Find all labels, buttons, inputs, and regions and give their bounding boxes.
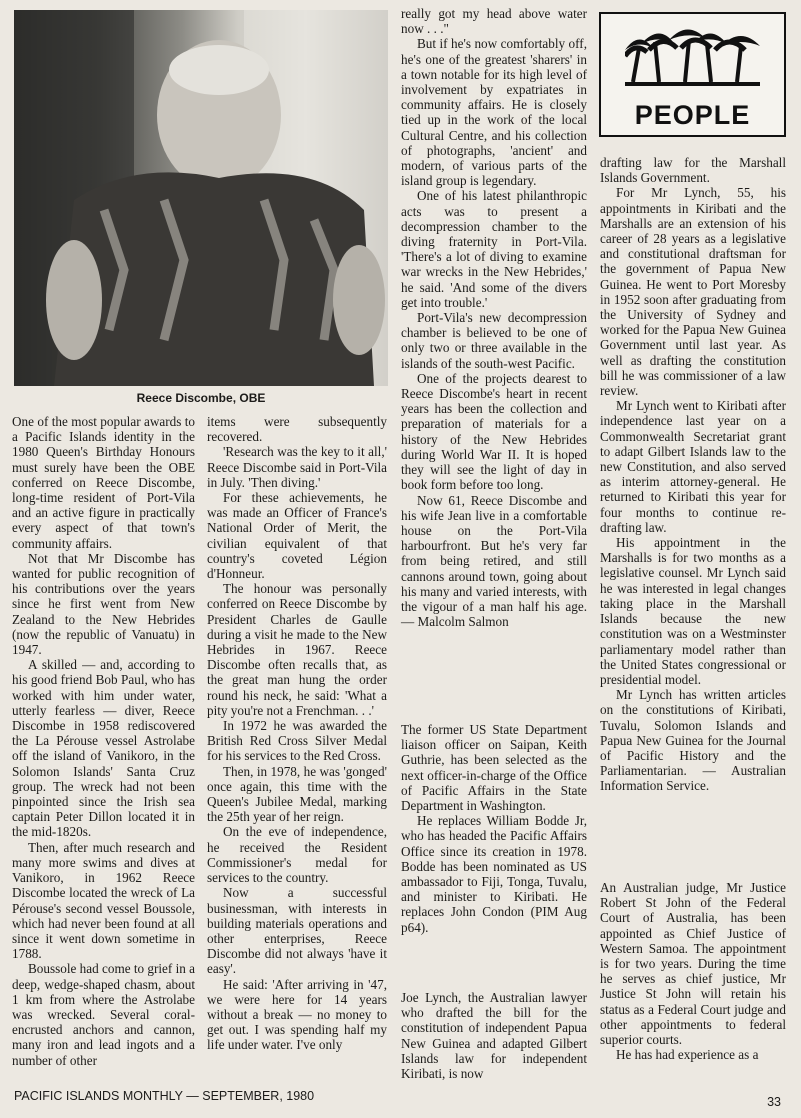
article-column-4 <box>600 155 786 794</box>
paragraph: Not that Mr Discombe has wanted for public recognition of his contributions over the years since he first went from New Zealand to the New Hebrides (now the republic of Vanuatu) in 1947. <box>12 550 195 658</box>
paragraph: Joe Lynch, the Australian lawyer who drafted the bill for the constitution of independent Papua New Guinea and adapted Gilbert Islands law for independent Kiribati, is now <box>401 990 587 1082</box>
st-john-item <box>600 880 786 1062</box>
guthrie-item <box>401 722 587 935</box>
paragraph: For these achievements, he was made an Officer of France's National Order of Merit, the civilian equivalent of that country's coveted Légion d'Honneur. <box>207 490 387 582</box>
paragraph: Then, in 1978, he was 'gonged' once again, this time with the Queen's Jubilee Medal, marking the 25th year of her reign. <box>207 763 387 825</box>
lynch-item-start <box>401 990 587 1081</box>
paragraph: One of his latest philanthropic acts was to present a decompression chamber to the diving fraternity in Port-Vila. 'There's a lot of diving to examine war wrecks in the New Hebrides,' he said. 'And some of the divers get into trouble.' <box>401 188 587 310</box>
paragraph: Mr Lynch has written articles on the constitutions of Kiribati, Tuvalu, Solomon Islands and Papua New Guinea for the Journal of Pacific History and the Parliamentarian. — Australian Information Service. <box>600 687 786 794</box>
paragraph: items were subsequently recovered. <box>207 414 387 445</box>
paragraph: He replaces William Bodde Jr, who has headed the Pacific Affairs Office since its creation in 1978. Bodde has been nominated as US ambassador to Fiji, Tonga, Tuvalu, and minister to Kiribati. He replaces John Condon (PIM Aug p64). <box>401 813 587 935</box>
paragraph: One of the projects dearest to Reece Discombe's heart in recent years has been the collection and preparation of materials for a history of the New Hebrides during World War II. It is hoped they will see the light of day in book form before too long. <box>401 370 587 493</box>
paragraph: Mr Lynch went to Kiribati after independence last year on a Commonwealth Secretariat grant to adapt Gilbert Islands law to the new Constitution, and also served as interim attorney-general. He returned to Kiribati this year for four months to continue re-drafting law. <box>600 398 786 535</box>
paragraph: He has had experience as a <box>616 1047 759 1063</box>
paragraph: Now 61, Reece Discombe and his wife Jean live in a comfortable house on the Port-Vila harbourfront. But he's very far from being retired, and still cannons around town, going about his many and varied interests, with the vigour of a man half his age. — Malcolm Salmon <box>401 492 587 630</box>
paragraph: Port-Vila's new decompression chamber is believed to be one of only two or three available in the islands of the south-west Pacific. <box>401 310 587 371</box>
paragraph: For Mr Lynch, 55, his appointments in Kiribati and the Marshalls are an extension of his career of 28 years as a legislative and constitutional draftsman for the government of Papua New Guinea. He went to Port Moresby in 1952 soon after graduating from the University of Sydney and worked for the Papua New Guinea Government until last year. As well as drafting the constitution bill he was commissioner of a law review. <box>600 185 786 399</box>
paragraph: But if he's now comfortably off, he's one of the greatest 'sharers' in a town notable for its high level of involvement by expatriates in community affairs. He is closely tied up in the work of the local Cultural Centre, and his collection of photographs, 'ancient' and modern, of various parts of the island group is legendary. <box>401 36 587 189</box>
paragraph: One of the most popular awards to a Pacific Islands identity in the 1980 Queen's Birthday Honours must surely have been the OBE conferred on Reece Discombe, long-time resident of Port-Vila and an active figure in practically every aspect of that town's community affairs. <box>12 414 195 551</box>
portrait-photo <box>14 10 388 386</box>
paragraph: Then, after much research and many more swims and dives at Vanikoro, in 1962 Reece Discombe located the wreck of La Pérouse's second vessel Boussole, which had never been found at all since it went down sometime in 1788. <box>12 839 195 962</box>
paragraph: On the eve of independence, he received the Resident Commissioner's medal for services to the country. <box>207 824 387 886</box>
article-column-2 <box>207 414 387 1053</box>
paragraph: The former US State Department liaison officer on Saipan, Keith Guthrie, has been selected as the next officer-in-charge of the Office of Pacific Affairs in the State Department in Washington. <box>401 722 587 814</box>
article-column-3 <box>401 6 587 629</box>
paragraph: He said: 'After arriving in '47, we were here for 14 years without a break — no money to get out. I was spending half my life under water. I've only <box>207 976 387 1053</box>
paragraph: In 1972 he was awarded the British Red Cross Silver Medal for his services to the Red Cross. <box>207 718 387 764</box>
paragraph: really got my head above water now . . ." <box>401 6 587 37</box>
paragraph: 'Research was the key to it all,' Reece Discombe said in Port-Vila in July. 'Then diving.' <box>207 444 387 490</box>
paragraph: Now a successful businessman, with interests in building materials operations and other enterprises, Reece Discombe did not always 'have it easy'. <box>207 885 387 977</box>
paragraph: drafting law for the Marshall Islands Government. <box>600 155 786 186</box>
people-section-header <box>599 12 786 137</box>
photo-caption: Reece Discombe, OBE <box>136 391 266 405</box>
page-number: 33 <box>767 1095 781 1109</box>
paragraph: Boussole had come to grief in a deep, wedge-shaped chasm, about 1 km from where the Astrolabe was wrecked. Several coral-encrusted anchors and cannon, many iron and lead ingots and a number of other <box>12 961 196 1068</box>
article-column-1 <box>12 414 195 1068</box>
paragraph: His appointment in the Marshalls is for two months as a legislative counsel. Mr Lynch said he was interested in legal changes taking place in the Marshall Islands because the new constitution was on a Westminster parliamentary model rather than the United States congressional or presidential model. <box>600 535 786 687</box>
section-title: PEOPLE <box>634 100 751 130</box>
paragraph: A skilled — and, according to his good friend Bob Paul, who has worked with him under water, utterly fearless — diver, Reece Discombe in 1958 rediscovered the La Pérouse vessel Astrolabe off the island of Vanikoro, in the Solomon Islands' Santa Cruz group. The wreck had not been pinpointed since the Irish sea captain Peter Dillon located it in the mid-1820s. <box>12 657 195 840</box>
paragraph: An Australian judge, Mr Justice Robert St John of the Federal Court of Australia, has been appointed as Chief Justice of Western Samoa. The appointment is for two years. During the time he serves as chief justice, Mr Justice St John will retain his status as a Federal Court judge and other appointments to federal superior courts. <box>600 880 786 1048</box>
paragraph: The honour was personally conferred on Reece Discombe by President Charles de Gaulle during a visit he made to the New Hebrides in 1967. Reece Discombe often recalls that, as the great man hung the order round his neck, he said: 'What a pity you're not a Frenchman. . .' <box>207 581 387 718</box>
publication-footer: PACIFIC ISLANDS MONTHLY — SEPTEMBER, 1980 <box>14 1089 315 1103</box>
palm-trees-icon <box>625 20 760 98</box>
